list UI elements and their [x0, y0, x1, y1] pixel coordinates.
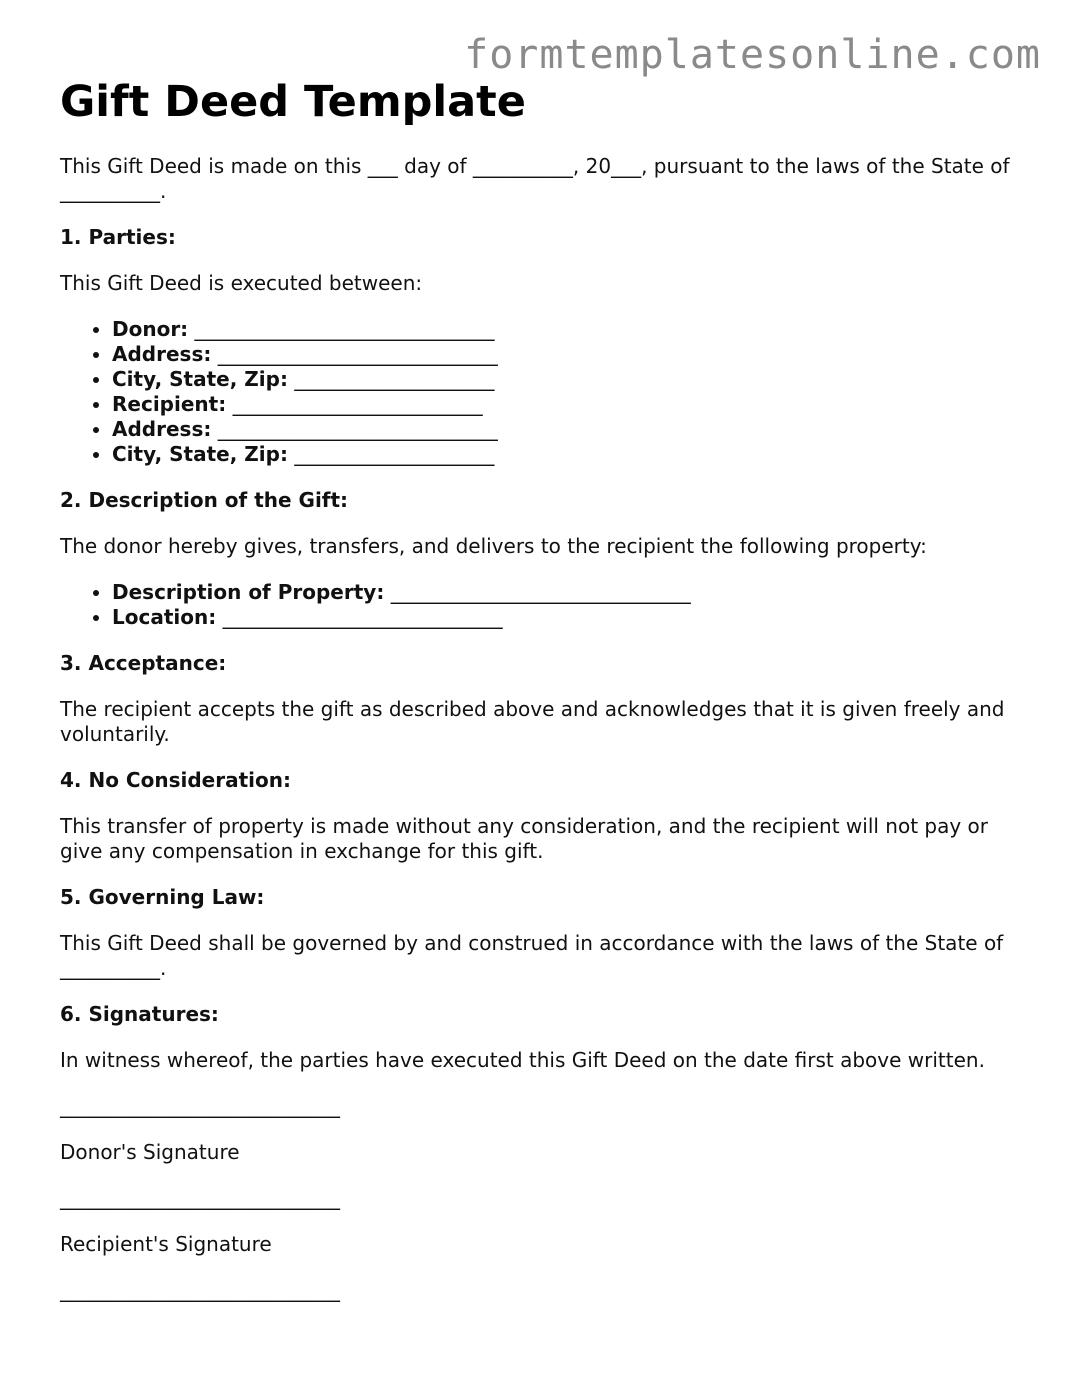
section-heading-signatures: 6. Signatures:	[60, 1002, 219, 1026]
donor-signature-line[interactable]: ____________________________	[60, 1094, 340, 1118]
list-item	[112, 342, 1020, 367]
document-body	[60, 76, 1020, 1324]
acceptance-text: The recipient accepts the gift as described above and acknowledges that it is given freely and voluntarily.	[60, 697, 1005, 746]
blank-field-donor-address[interactable]: ____________________________	[217, 342, 498, 366]
list-item	[112, 580, 1020, 605]
intro-paragraph: This Gift Deed is made on this ___ day of __________, 20___, pursuant to the laws of the State of __________.	[60, 154, 1010, 203]
parties-text: This Gift Deed is executed between:	[60, 271, 423, 295]
list-item	[112, 392, 1020, 417]
list-item	[112, 367, 1020, 392]
governing-law-text: This Gift Deed shall be governed by and construed in accordance with the laws of the State of __________.	[60, 931, 1004, 980]
field-label-donor-address: Address:	[112, 342, 212, 366]
blank-field-donor-city[interactable]: ____________________	[294, 367, 495, 391]
description-list	[60, 580, 1020, 630]
blank-field-donor[interactable]: ______________________________	[194, 317, 495, 341]
blank-field-recipient-city[interactable]: ____________________	[294, 442, 495, 466]
recipient-signature-label: Recipient's Signature	[60, 1232, 272, 1256]
additional-signature-line[interactable]: ____________________________	[60, 1278, 340, 1302]
parties-list	[60, 317, 1020, 467]
list-item	[112, 317, 1020, 342]
donor-signature-label: Donor's Signature	[60, 1140, 240, 1164]
list-item	[112, 417, 1020, 442]
section-heading-acceptance: 3. Acceptance:	[60, 651, 227, 675]
signature-block	[60, 1094, 1020, 1303]
signatures-text: In witness whereof, the parties have executed this Gift Deed on the date first above written.	[60, 1048, 985, 1072]
recipient-signature-line[interactable]: ____________________________	[60, 1186, 340, 1210]
blank-field-recipient-address[interactable]: ____________________________	[217, 417, 498, 441]
consideration-text: This transfer of property is made without any consideration, and the recipient will not pay or give any compensation in exchange for this gift.	[60, 814, 988, 863]
blank-field-recipient[interactable]: _________________________	[232, 392, 483, 416]
field-label-recipient-address: Address:	[112, 417, 212, 441]
section-heading-parties: 1. Parties:	[60, 225, 176, 249]
blank-field-property[interactable]: ______________________________	[390, 580, 691, 604]
section-heading-consideration: 4. No Consideration:	[60, 768, 291, 792]
field-label-location: Location:	[112, 605, 217, 629]
blank-field-location[interactable]: ____________________________	[222, 605, 503, 629]
field-label-recipient-city: City, State, Zip:	[112, 442, 288, 466]
field-label-donor: Donor:	[112, 317, 189, 341]
description-text: The donor hereby gives, transfers, and delivers to the recipient the following property:	[60, 534, 927, 558]
watermark: formtemplatesonline.com	[464, 32, 1041, 78]
field-label-property: Description of Property:	[112, 580, 385, 604]
document-title: Gift Deed Template	[60, 77, 526, 127]
section-heading-governing-law: 5. Governing Law:	[60, 885, 265, 909]
field-label-donor-city: City, State, Zip:	[112, 367, 288, 391]
field-label-recipient: Recipient:	[112, 392, 227, 416]
list-item	[112, 605, 1020, 630]
section-heading-description: 2. Description of the Gift:	[60, 488, 349, 512]
list-item	[112, 442, 1020, 467]
